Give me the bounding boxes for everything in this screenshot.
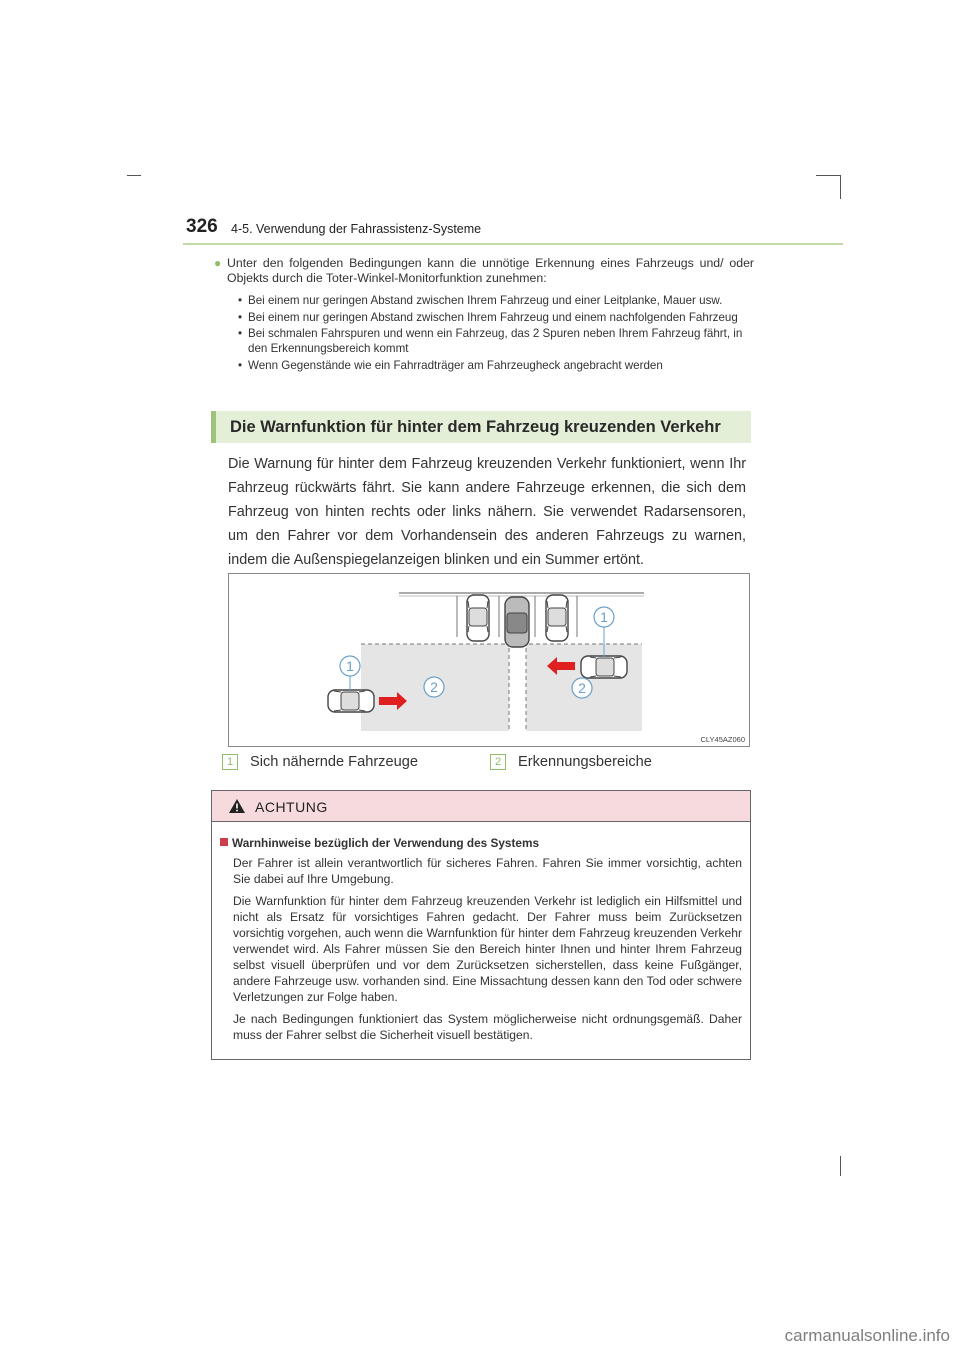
warning-triangle-icon [228,798,246,814]
callout-number: 2 [430,679,438,695]
condition-item: • Bei einem nur geringen Abstand zwischen Ihrem Fahrzeug und einer Leitplanke, Mauer usw. [248,294,754,309]
warning-paragraph: Je nach Bedingungen funktioniert das System möglicherweise nicht ordnungsgemäß. Daher muss der Fahrer selbst die Sicherheit visuell bestätigen. [233,1012,742,1042]
warning-box [211,790,751,1060]
parking-diagram [229,574,749,746]
crop-mark [127,175,141,176]
warning-content [220,835,742,1049]
warning-subheading-text: Warnhinweise bezüglich der Verwendung des Systems [232,836,540,850]
parked-car [546,595,568,641]
body-paragraph: Die Warnung für hinter dem Fahrzeug kreuzenden Verkehr funktioniert, wenn Ihr Fahrzeug rückwärts fährt. Sie kann andere Fahrzeuge erkennen, die sich dem Fahrzeug von hinten rechts oder links nähern. Sie verwendet Radarsensoren, um den Fahrer vor dem Vorhandensein des anderen Fahrzeugs zu warnen, indem die Außenspiegelanzeigen blinken und ein Summer ertönt. [228,456,746,568]
crop-mark [840,175,841,199]
intro-lead [214,256,754,286]
site-watermark: carmanualsonline.info [784,1326,950,1345]
callout-number: 1 [600,609,608,625]
warning-paragraph: Der Fahrer ist allein verantwortlich für sicheres Fahren. Fahren Sie immer vorsichtig, achten Sie dabei auf Ihre Umgebung. [233,856,742,886]
legend-label: Erkennungsbereiche [518,754,652,770]
bullet-dot-icon: ● [214,256,222,270]
section-title: 4-5. Verwendung der Fahrassistenz-Systeme [231,222,482,236]
legend-item [222,754,418,770]
legend-item [490,754,652,770]
section-heading: Die Warnfunktion für hinter dem Fahrzeug kreuzenden Verkehr [230,418,721,436]
own-car [505,597,529,647]
page-number: 326 [186,216,218,237]
warning-paragraph: Die Warnfunktion für hinter dem Fahrzeug kreuzenden Verkehr ist lediglich ein Hilfsmittel und nicht als Ersatz für vorsichtiges Fahren gedacht. Der Fahrer muss beim Zurücksetzen vorsichtig vorgehen, auch wenn die Warnfunktion für hinter dem Fahrzeug kreuzenden Verkehr verwendet wird. Als Fahrer müssen Sie den Bereich hinter Ihnen und hinter Ihrem Fahrzeug selbst visuell überprüfen und vor dem Zurücksetzen sicherstellen, dass keine Fußgänger, andere Fahrzeuge usw. vorhanden sind. Eine Missachtung dessen kann den Tod oder schwere Verletzungen zur Folge haben. [233,894,742,1004]
crop-mark [816,175,840,176]
parked-car [467,595,489,641]
legend-number: 1 [222,754,238,770]
condition-item: • Bei einem nur geringen Abstand zwischen Ihrem Fahrzeug und einem nachfolgenden Fahrzeug [248,311,754,326]
figure-code: CLY45AZ060 [700,735,745,744]
condition-list [214,294,754,374]
callout-number: 2 [578,680,586,696]
warning-header [212,791,750,822]
legend-number: 2 [490,754,506,770]
condition-item: • Bei schmalen Fahrspuren und wenn ein Fahrzeug, das 2 Spuren neben Ihrem Fahrzeug fährt, in den Erkennungsbereich kommt [248,327,754,356]
intro-lead-text: Unter den folgenden Bedingungen kann die unnötige Erkennung eines Fahrzeugs und/ oder Objekts durch die Toter-Winkel-Monitorfunktion zunehmen: [227,256,754,285]
approaching-car-left [328,690,374,712]
header-rule [183,243,843,245]
square-bullet-icon [220,838,228,846]
rcta-illustration [228,573,750,747]
intro-block [214,256,754,376]
approaching-car-right [581,656,627,678]
condition-item: • Wenn Gegenstände wie ein Fahrradträger am Fahrzeugheck angebracht werden [248,359,754,374]
crop-mark [840,1156,841,1176]
callout-number: 1 [346,658,354,674]
legend-label: Sich nähernde Fahrzeuge [250,754,418,770]
warning-subheading [220,835,742,851]
section-heading-band [211,411,751,443]
warning-title: ACHTUNG [255,799,328,815]
